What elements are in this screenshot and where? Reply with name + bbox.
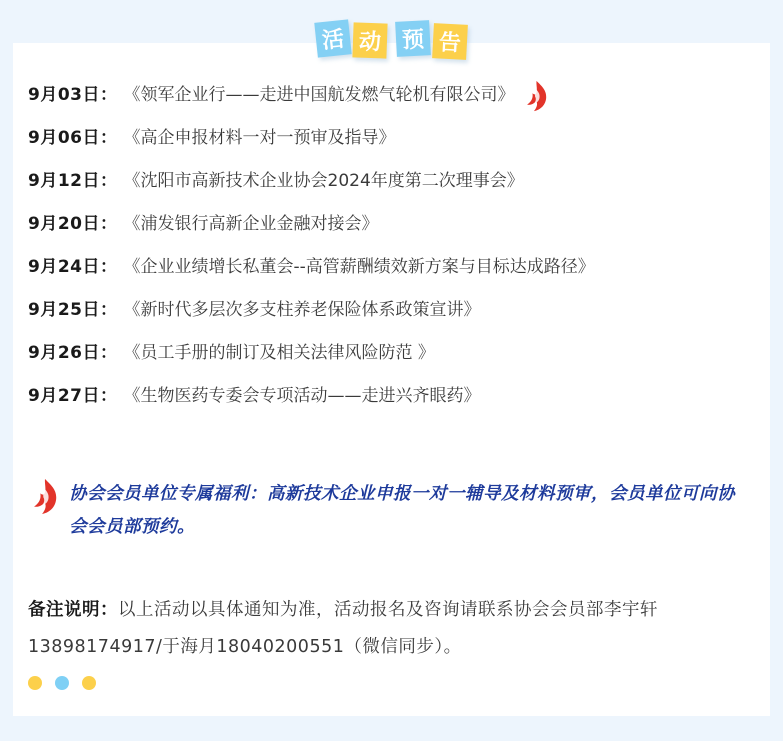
note-label: 备注说明： (28, 600, 118, 620)
event-row (28, 257, 763, 300)
event-row (28, 214, 763, 257)
event-list (28, 85, 763, 429)
member-benefit-text: 协会会员单位专属福利：高新技术企业申报一对一辅导及材料预审，会员单位可向协会会员部预约。 (69, 484, 735, 537)
event-row (28, 386, 763, 429)
dot-icon (55, 676, 69, 690)
event-date: 9月26日： (28, 343, 118, 363)
event-title: 《浦发银行高新企业金融对接会》 (123, 214, 379, 234)
event-title: 《生物医药专委会专项活动——走进兴齐眼药》 (123, 386, 481, 406)
event-row (28, 85, 763, 128)
page-title (0, 21, 783, 59)
event-row (28, 171, 763, 214)
event-date: 9月24日： (28, 257, 118, 277)
dot-icon (28, 676, 42, 690)
event-date: 9月25日： (28, 300, 118, 320)
footer-dots (28, 676, 96, 690)
event-row (28, 300, 763, 343)
event-title: 《企业业绩增长私董会--高管薪酬绩效新方案与目标达成路径》 (123, 257, 595, 277)
event-title: 《新时代多层次多支柱养老保险体系政策宣讲》 (123, 300, 481, 320)
event-title: 《员工手册的制订及相关法律风险防范 》 (123, 343, 435, 363)
event-date: 9月27日： (28, 386, 118, 406)
event-title: 《领军企业行——走进中国航发燃气轮机有限公司》 (123, 85, 515, 105)
event-title: 《高企申报材料一对一预审及指导》 (123, 128, 396, 148)
association-flame-icon (523, 80, 550, 112)
note-paragraph (28, 592, 745, 666)
title-tile: 动 (352, 22, 387, 58)
member-benefit-paragraph (28, 478, 745, 544)
note-text: 以上活动以具体通知为准，活动报名及咨询请联系协会会员部李宇轩13898174917/于海月18040200551（微信同步）。 (28, 600, 658, 657)
event-date: 9月03日： (28, 85, 118, 105)
event-date: 9月20日： (28, 214, 118, 234)
title-tile: 活 (314, 19, 351, 57)
event-row (28, 343, 763, 386)
title-tile: 预 (395, 20, 431, 57)
dot-icon (82, 676, 96, 690)
association-flame-icon (30, 478, 60, 515)
event-date: 9月06日： (28, 128, 118, 148)
title-tile: 告 (432, 23, 468, 60)
event-title: 《沈阳市高新技术企业协会2024年度第二次理事会》 (123, 171, 524, 191)
event-row (28, 128, 763, 171)
event-date: 9月12日： (28, 171, 118, 191)
